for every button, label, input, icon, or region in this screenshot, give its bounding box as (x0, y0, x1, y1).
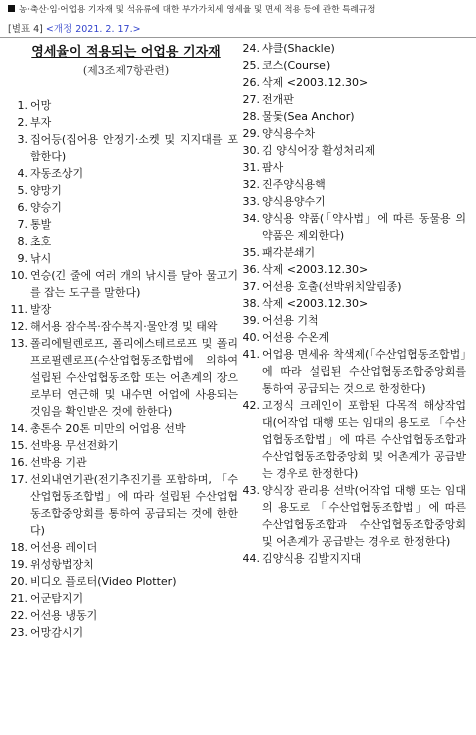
item-number: 20. (10, 575, 28, 588)
item-text: 어망감시기 (30, 626, 84, 639)
item-number: 38. (242, 297, 260, 310)
item-text: 진주양식용핵 (262, 178, 326, 191)
list-item (238, 193, 466, 210)
item-text: 삭제 <2003.12.30> (262, 76, 369, 89)
item-text: 고정식 크레인이 포함된 다목적 해상작업대(어작업 대행 또는 임대의 용도로 「수산업협동조합법」에 따른 수산업협동조합과 수산업협동조합중앙회 및 어촌계가 공급받는 경우로 한정한다) (262, 399, 466, 480)
item-number: 5. (17, 184, 28, 197)
header-text: 농·축산·임·어업용 기자재 및 석유류에 대한 부가가치세 영세율 및 면세 적용 등에 관한 특례규정 (19, 5, 376, 15)
list-item (238, 91, 466, 108)
item-list-right (238, 40, 466, 567)
item-text: 어선용 호출(선박위치알림종) (262, 280, 402, 293)
item-text: 김 양식어장 활성처리제 (262, 144, 376, 157)
list-item (238, 312, 466, 329)
item-text: 전개판 (262, 93, 294, 106)
list-item (238, 550, 466, 567)
item-number: 25. (242, 59, 260, 72)
item-text: 패각분쇄기 (262, 246, 316, 259)
item-number: 11. (10, 303, 28, 316)
item-number: 13. (10, 337, 28, 350)
list-item (238, 210, 466, 244)
item-text: 양망기 (30, 184, 62, 197)
item-number: 21. (10, 592, 28, 605)
list-item (6, 437, 238, 454)
item-text: 어망 (30, 99, 52, 112)
list-item (238, 346, 466, 397)
item-text: 김양식용 김발지지대 (262, 552, 362, 565)
attachment-label: [별표 4] (8, 24, 43, 35)
list-item (238, 397, 466, 482)
list-item (238, 159, 466, 176)
list-item (6, 607, 238, 624)
item-number: 39. (242, 314, 260, 327)
item-number: 23. (10, 626, 28, 639)
item-text: 선외내연기관(전기추진기를 포함하며, 「수산업협동조합법」에 따라 설립된 수산업협동조합중앙회를 통하여 공급되는 것에 한한다) (30, 473, 238, 537)
revision-link[interactable]: <개정 2021. 2. 17.> (45, 24, 141, 35)
list-item (6, 539, 238, 556)
list-item (6, 250, 238, 267)
list-item (6, 114, 238, 131)
item-number: 17. (10, 473, 28, 486)
item-text: 위성항법장치 (30, 558, 94, 571)
item-text: 양식용 약품(「약사법」에 따른 동물용 의약품은 제외한다) (262, 212, 466, 242)
item-number: 44. (242, 552, 260, 565)
item-text: 어선용 레이더 (30, 541, 98, 554)
item-text: 자동조상기 (30, 167, 84, 180)
list-item (6, 454, 238, 471)
item-number: 4. (17, 167, 28, 180)
item-number: 19. (10, 558, 28, 571)
list-item (6, 165, 238, 182)
item-text: 양식용양수기 (262, 195, 326, 208)
item-text: 어선용 기척 (262, 314, 319, 327)
page-title: 영세율이 적용되는 어업용 기자재 (31, 45, 221, 60)
item-number: 3. (17, 133, 28, 146)
page-subtitle: (제3조제7항관련) (82, 64, 170, 77)
list-item (238, 108, 466, 125)
list-item (238, 57, 466, 74)
item-number: 6. (17, 201, 28, 214)
item-text: 어선용 냉동기 (30, 609, 98, 622)
item-text: 팜사 (262, 161, 284, 174)
item-text: 샤클(Shackle) (262, 42, 335, 55)
list-item (6, 199, 238, 216)
item-text: 해서용 잠수복·잠수복지·물안경 및 태왁 (30, 320, 218, 333)
item-number: 43. (242, 484, 260, 497)
item-number: 9. (17, 252, 28, 265)
list-item (6, 624, 238, 641)
list-item (238, 244, 466, 261)
list-item (238, 74, 466, 91)
item-number: 10. (10, 269, 28, 282)
item-number: 26. (242, 76, 260, 89)
item-number: 36. (242, 263, 260, 276)
list-item (6, 97, 238, 114)
item-number: 40. (242, 331, 260, 344)
item-number: 31. (242, 161, 260, 174)
item-text: 초호 (30, 235, 52, 248)
item-number: 8. (17, 235, 28, 248)
item-number: 15. (10, 439, 28, 452)
item-text: 집어등(집어용 안정기·소켓 및 지지대를 포함한다) (30, 133, 238, 163)
item-number: 1. (17, 99, 28, 112)
list-item (6, 233, 238, 250)
item-text: 통발 (30, 218, 52, 231)
item-text: 어군탐지기 (30, 592, 84, 605)
attachment-line (8, 24, 141, 36)
header-divider (0, 37, 476, 38)
square-bullet-icon (8, 5, 15, 12)
list-item (238, 295, 466, 312)
list-item (6, 590, 238, 607)
list-item (6, 556, 238, 573)
item-number: 30. (242, 144, 260, 157)
list-item (6, 131, 238, 165)
item-number: 28. (242, 110, 260, 123)
item-number: 16. (10, 456, 28, 469)
item-text: 선박용 기관 (30, 456, 87, 469)
item-text: 양식장 관리용 선박(어작업 대행 또는 임대의 용도로 「수산업협동조합법」에 따른 수산업협동조합과 수산업협동조합중앙회 및 어촌계가 공급받는 경우로 한정한다) (262, 484, 466, 548)
item-text: 총톤수 20톤 미만의 어업용 선박 (30, 422, 186, 435)
item-number: 42. (242, 399, 260, 412)
item-text: 어업용 면세유 착색제(「수산업협동조합법」에 따라 설립된 수산업협동조합중앙회를 통하여 공급되는 것으로 한정한다) (262, 348, 466, 395)
item-text: 코스(Course) (262, 59, 331, 72)
item-number: 32. (242, 178, 260, 191)
item-number: 34. (242, 212, 260, 225)
item-number: 27. (242, 93, 260, 106)
list-item (6, 335, 238, 420)
item-text: 낚시 (30, 252, 52, 265)
document-header (8, 4, 470, 16)
item-text: 물돛(Sea Anchor) (262, 110, 355, 123)
item-text: 양승기 (30, 201, 62, 214)
list-item (238, 40, 466, 57)
list-item (238, 329, 466, 346)
item-number: 12. (10, 320, 28, 333)
list-item (238, 176, 466, 193)
item-text: 어선용 수온계 (262, 331, 330, 344)
item-number: 7. (17, 218, 28, 231)
item-list-left (6, 97, 238, 641)
list-item (238, 125, 466, 142)
item-text: 비디오 플로터(Video Plotter) (30, 575, 177, 588)
item-number: 35. (242, 246, 260, 259)
list-item (238, 261, 466, 278)
list-item (238, 278, 466, 295)
list-item (6, 182, 238, 199)
list-item (6, 301, 238, 318)
item-text: 폴리에틸렌로프, 폴리에스테르로프 및 폴리프로필렌로프(수산업협동조합법에 의하여 설립된 수산업협동조합 또는 어촌계의 장으로부터 연근해 및 내수면 어업에 사용되는 것임을 확인받은 것에 한한다) (30, 337, 238, 418)
item-text: 양식용수차 (262, 127, 316, 140)
list-item (6, 573, 238, 590)
list-item (238, 142, 466, 159)
item-text: 선박용 무선전화기 (30, 439, 119, 452)
list-item (6, 267, 238, 301)
item-text: 발장 (30, 303, 52, 316)
item-text: 삭제 <2003.12.30> (262, 263, 369, 276)
item-text: 부자 (30, 116, 52, 129)
item-text: 삭제 <2003.12.30> (262, 297, 369, 310)
list-item (6, 471, 238, 539)
item-number: 22. (10, 609, 28, 622)
item-number: 41. (242, 348, 260, 361)
item-number: 18. (10, 541, 28, 554)
item-number: 37. (242, 280, 260, 293)
item-number: 14. (10, 422, 28, 435)
item-number: 33. (242, 195, 260, 208)
list-item (6, 216, 238, 233)
list-item (6, 318, 238, 335)
item-number: 2. (17, 116, 28, 129)
item-number: 29. (242, 127, 260, 140)
item-number: 24. (242, 42, 260, 55)
list-item (6, 420, 238, 437)
list-item (238, 482, 466, 550)
item-text: 연승(긴 줄에 여러 개의 낚시를 달아 물고기를 잡는 도구를 말한다) (30, 269, 238, 299)
